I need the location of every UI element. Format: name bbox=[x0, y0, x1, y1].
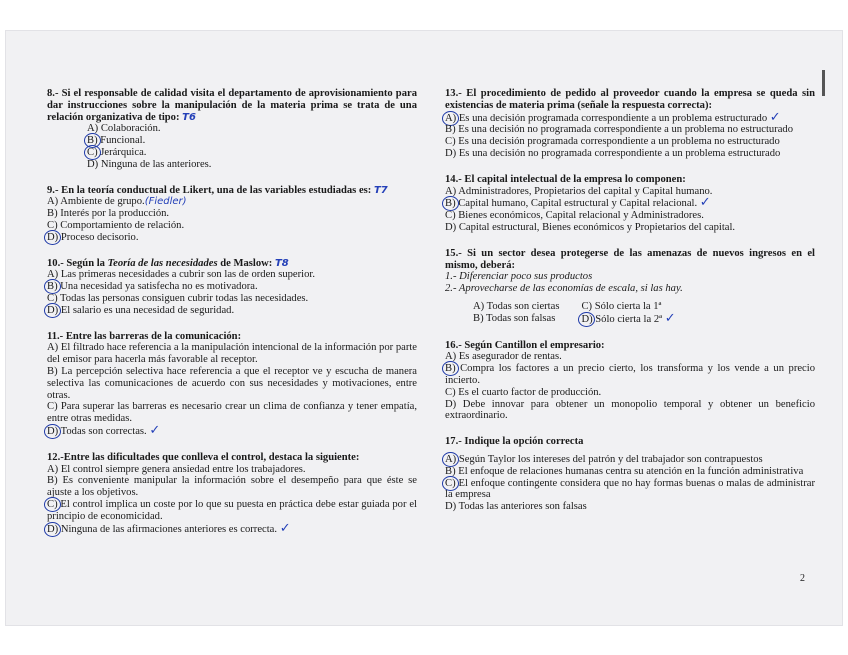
question-8 bbox=[47, 88, 417, 171]
question-11-title: 11.- Entre las barreras de la comunicación: bbox=[47, 330, 242, 342]
question-17-title: 17.- Indique la opción correcta bbox=[445, 436, 584, 448]
question-9 bbox=[47, 185, 417, 244]
question-10-title-pre: 10.- Según la bbox=[47, 257, 108, 269]
question-16 bbox=[445, 340, 815, 423]
question-13 bbox=[445, 88, 815, 160]
q9-option-c: C) Comportamiento de relación. bbox=[47, 219, 185, 231]
question-12-title: 12.-Entre las dificultades que conlleva el control, destaca la siguiente: bbox=[47, 451, 360, 463]
page-number: 2 bbox=[800, 573, 805, 584]
q17-option-a: A) Según Taylor los intereses del patrón y del trabajador son contrapuestos bbox=[445, 453, 763, 465]
q14-option-d: D) Capital estructural, Bienes económicos y Propietarios del capital. bbox=[445, 221, 736, 233]
q14-option-b: B) Capital humano, Capital estructural y Capital relacional. bbox=[445, 198, 698, 210]
q16-option-b: B) Compra los factores a un precio cierto, los transforma y los vende a un precio incierto. bbox=[445, 363, 815, 386]
q16-option-a: A) Es asegurador de rentas. bbox=[445, 351, 562, 363]
q8-option-b: B) Funcional. bbox=[87, 135, 146, 147]
q11-option-d: D) Todas son correctas. bbox=[47, 425, 147, 437]
q16-option-c: C) Es el cuarto factor de producción. bbox=[445, 386, 602, 398]
q15-options-grid bbox=[445, 301, 815, 326]
q9-annotation: (Fiedler) bbox=[144, 196, 187, 208]
q8-option-a: A) Colaboración. bbox=[87, 123, 161, 135]
q17-option-d: D) Todas las anteriores son falsas bbox=[445, 501, 587, 513]
question-8-note: T6 bbox=[182, 111, 196, 123]
question-16-title: 16.- Según Cantillon el empresario: bbox=[445, 339, 605, 351]
question-15-title: 15.- Si un sector desea protegerse de las amenazas de nuevos ingresos en el mismo, deberá: bbox=[445, 247, 815, 271]
q12-option-d: D) Ninguna de las afirmaciones anteriores es correcta. bbox=[47, 523, 278, 535]
q17-option-c: C) El enfoque contingente considera que no hay formas buenas o malas de administrar la empresa bbox=[445, 477, 815, 501]
q14-check-icon: ✓ bbox=[699, 195, 711, 211]
q15-item-1: 1.- Diferenciar poco sus productos bbox=[445, 271, 593, 283]
q12-option-b: B) Es conveniente manipular la información sobre el desempeño para que éste se ajuste a los objetivos. bbox=[47, 475, 417, 499]
q15-option-c: C) Sólo cierta la 1ª bbox=[581, 300, 662, 312]
q14-option-c: C) Bienes económicos, Capital relacional y Administradores. bbox=[445, 210, 704, 222]
question-9-note: T7 bbox=[373, 184, 388, 196]
q10-option-c: C) Todas las personas consiguen cubrir todas las necesidades. bbox=[47, 292, 309, 304]
q13-option-b: B) Es una decisión no programada correspondiente a un problema no estructurado bbox=[445, 124, 794, 136]
q8-option-c: C) Jerárquica. bbox=[87, 146, 147, 158]
q11-check-icon: ✓ bbox=[149, 422, 161, 438]
q10-option-b: B) Una necesidad ya satisfecha no es motivadora. bbox=[47, 281, 258, 293]
question-13-title: 13.- El procedimiento de pedido al proveedor cuando la empresa se queda sin existencias de materia prima (señale la respuesta correcta): bbox=[445, 88, 815, 111]
question-15 bbox=[445, 248, 815, 326]
exam-sheet bbox=[5, 30, 843, 626]
q15-option-a: A) Todas son ciertas bbox=[473, 300, 560, 312]
question-14 bbox=[445, 174, 815, 234]
right-column bbox=[445, 88, 815, 527]
q8-option-d: D) Ninguna de las anteriores. bbox=[87, 158, 212, 170]
question-8-title: 8.- Si el responsable de calidad visita el departamento de aprovisionamiento para dar instrucciones sobre la manipulación de la materia prima se trata de una relación organizativa de tipo: bbox=[47, 88, 417, 123]
q12-check-icon: ✓ bbox=[279, 520, 291, 536]
question-10-title-post: de Maslow: bbox=[217, 257, 273, 269]
q12-option-a: A) El control siempre genera ansiedad entre los trabajadores. bbox=[47, 463, 306, 475]
question-9-title: 9.- En la teoría conductual de Likert, una de las variables estudiadas es: bbox=[47, 184, 372, 196]
q9-option-a: A) Ambiente de grupo. bbox=[47, 196, 145, 208]
q15-check-icon: ✓ bbox=[664, 310, 676, 326]
q9-option-b: B) Interés por la producción. bbox=[47, 208, 170, 220]
q10-option-a: A) Las primeras necesidades a cubrir son las de orden superior. bbox=[47, 269, 315, 281]
q11-option-b: B) La percepción selectiva hace referencia a que el receptor ve y escucha de manera selectiva las comunicaciones de acuerdo con sus necesidades y motivaciones, entre otras. bbox=[47, 365, 417, 401]
question-10 bbox=[47, 258, 417, 317]
question-11 bbox=[47, 331, 417, 438]
q15-option-b: B) Todas son falsas bbox=[473, 312, 556, 324]
q17-option-b: B) El enfoque de relaciones humanas centra su atención en la función administrativa bbox=[445, 465, 804, 477]
q15-option-d: D) Sólo cierta la 2ª bbox=[581, 313, 663, 325]
question-14-title: 14.- El capital intelectual de la empresa lo componen: bbox=[445, 173, 686, 185]
left-column bbox=[47, 88, 417, 549]
q13-option-a: A) Es una decisión programada correspondiente a un problema estructurado bbox=[445, 112, 768, 124]
q13-option-c: C) Es una decisión programada correspondiente a un problema no estructurado bbox=[445, 136, 780, 148]
q11-option-c: C) Para superar las barreras es necesario crear un clima de confianza y tener empatía, entre otras medidas. bbox=[47, 401, 417, 425]
q12-option-c: C) El control implica un coste por lo que su puesta en práctica debe estar guiada por el principio de economicidad. bbox=[47, 498, 417, 522]
question-17 bbox=[445, 436, 815, 513]
q10-option-d: D) El salario es una necesidad de seguridad. bbox=[47, 304, 235, 316]
question-12 bbox=[47, 452, 417, 536]
q11-option-a: A) El filtrado hace referencia a la manipulación intencional de la información por parte del emisor para hacerla más favorable al receptor. bbox=[47, 342, 417, 366]
q9-option-d: D) Proceso decisorio. bbox=[47, 231, 139, 243]
question-10-title-italic: Teoría de las necesidades bbox=[107, 257, 218, 269]
q16-option-d: D) Debe innovar para obtener un monopolio temporal y obtener un beneficio extraordinario. bbox=[445, 398, 815, 422]
q13-check-icon: ✓ bbox=[769, 109, 781, 125]
paper-fold-mark bbox=[822, 70, 825, 96]
q14-option-a: A) Administradores, Propietarios del capital y Capital humano. bbox=[445, 185, 713, 197]
q15-item-2: 2.- Aprovecharse de las economías de escala, si las hay. bbox=[445, 283, 683, 295]
q13-option-d: D) Es una decisión no programada correspondiente a un problema estructurado bbox=[445, 147, 781, 159]
question-10-note: T8 bbox=[274, 257, 289, 269]
